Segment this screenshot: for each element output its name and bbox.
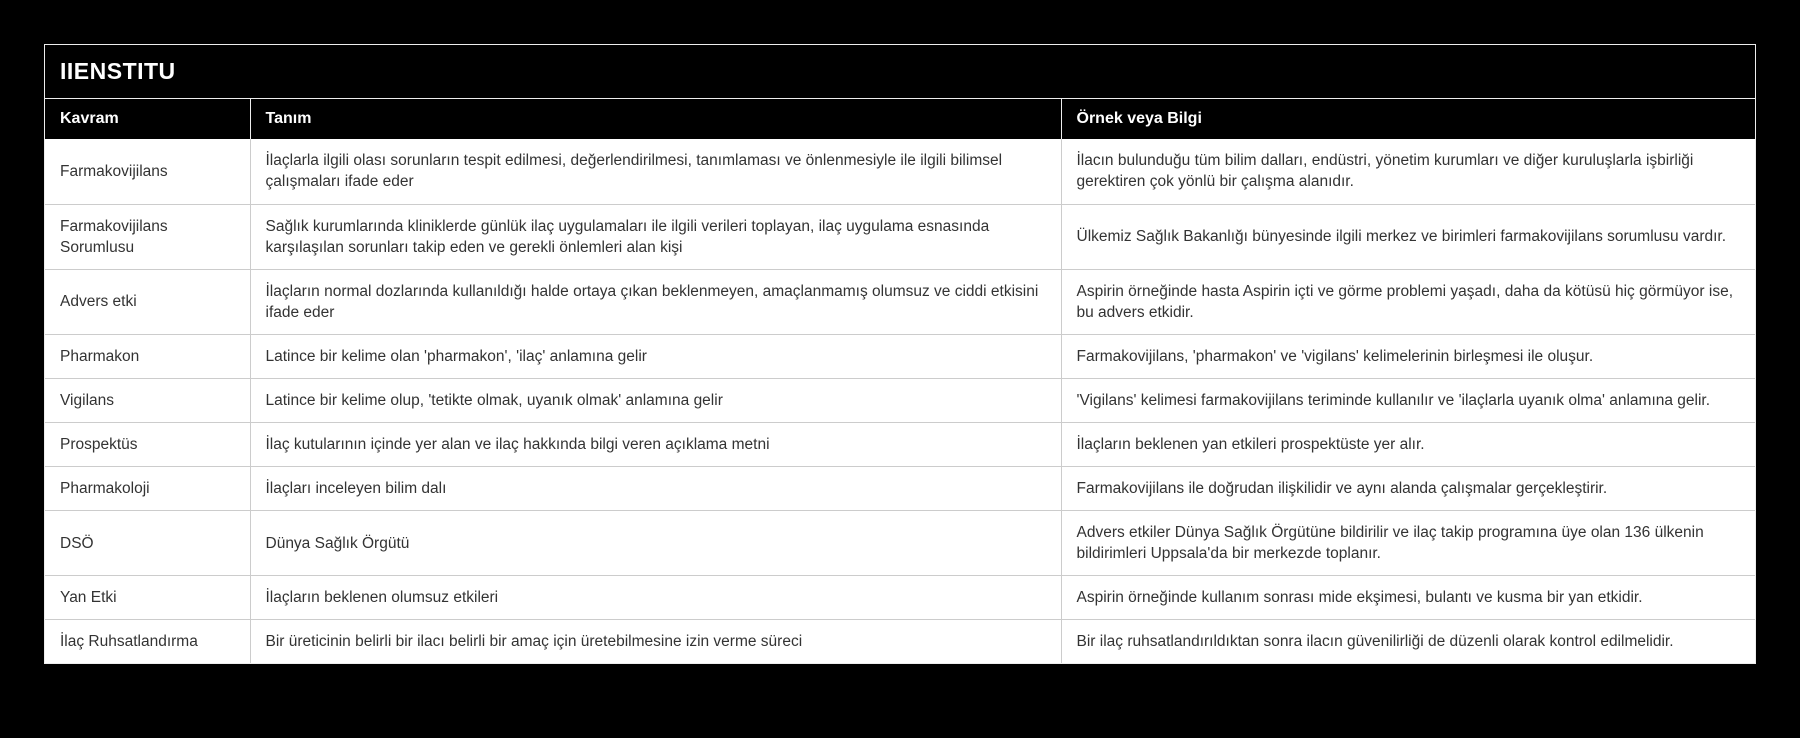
table-row bbox=[45, 334, 1755, 378]
table-body bbox=[45, 139, 1755, 663]
cell-tanim: İlaçlarla ilgili olası sorunların tespit edilmesi, değerlendirilmesi, tanımlaması ve önlenmesiyle ile ilgili bilimsel çalışmaları ifade eder bbox=[250, 139, 1061, 204]
cell-ornek: Advers etkiler Dünya Sağlık Örgütüne bildirilir ve ilaç takip programına üye olan 136 ülkenin bildirimleri Uppsala'da bir merkezde toplanır. bbox=[1061, 511, 1755, 576]
cell-tanim: İlaçların beklenen olumsuz etkileri bbox=[250, 576, 1061, 620]
table-row bbox=[45, 269, 1755, 334]
table-title-bar bbox=[45, 45, 1755, 98]
column-header-tanim: Tanım bbox=[250, 98, 1061, 139]
cell-tanim: Bir üreticinin belirli bir ilacı belirli bir amaç için üretebilmesine izin verme süreci bbox=[250, 620, 1061, 664]
cell-ornek: İlacın bulunduğu tüm bilim dalları, endüstri, yönetim kurumları ve diğer kuruluşlarla işbirliği gerektiren çok yönlü bir çalışma alanıdır. bbox=[1061, 139, 1755, 204]
page-title: IIENSTITU bbox=[60, 58, 176, 84]
cell-tanim: İlaçların normal dozlarında kullanıldığı halde ortaya çıkan beklenmeyen, amaçlanmamış olumsuz ve ciddi etkisini ifade eder bbox=[250, 269, 1061, 334]
cell-ornek: Farmakovijilans ile doğrudan ilişkilidir ve aynı alanda çalışmalar gerçekleştirir. bbox=[1061, 467, 1755, 511]
cell-kavram: DSÖ bbox=[45, 511, 250, 576]
column-header-ornek: Örnek veya Bilgi bbox=[1061, 98, 1755, 139]
cell-ornek: İlaçların beklenen yan etkileri prospektüste yer alır. bbox=[1061, 423, 1755, 467]
cell-ornek: Aspirin örneğinde kullanım sonrası mide ekşimesi, bulantı ve kusma bir yan etkidir. bbox=[1061, 576, 1755, 620]
cell-kavram: Pharmakon bbox=[45, 334, 250, 378]
cell-tanim: Latince bir kelime olup, 'tetikte olmak, uyanık olmak' anlamına gelir bbox=[250, 378, 1061, 422]
table-row bbox=[45, 620, 1755, 664]
cell-tanim: İlaç kutularının içinde yer alan ve ilaç hakkında bilgi veren açıklama metni bbox=[250, 423, 1061, 467]
cell-kavram: Prospektüs bbox=[45, 423, 250, 467]
cell-kavram: Farmakovijilans bbox=[45, 139, 250, 204]
table-row bbox=[45, 423, 1755, 467]
column-header-kavram: Kavram bbox=[45, 98, 250, 139]
concepts-table bbox=[45, 98, 1755, 664]
table-header bbox=[45, 98, 1755, 139]
cell-tanim: İlaçları inceleyen bilim dalı bbox=[250, 467, 1061, 511]
cell-ornek: Ülkemiz Sağlık Bakanlığı bünyesinde ilgili merkez ve birimleri farmakovijilans sorumlusu vardır. bbox=[1061, 204, 1755, 269]
cell-kavram: Yan Etki bbox=[45, 576, 250, 620]
cell-tanim: Dünya Sağlık Örgütü bbox=[250, 511, 1061, 576]
cell-tanim: Latince bir kelime olan 'pharmakon', 'ilaç' anlamına gelir bbox=[250, 334, 1061, 378]
table-row bbox=[45, 139, 1755, 204]
cell-ornek: Farmakovijilans, 'pharmakon' ve 'vigilans' kelimelerinin birleşmesi ile oluşur. bbox=[1061, 334, 1755, 378]
cell-kavram: Advers etki bbox=[45, 269, 250, 334]
table-row bbox=[45, 467, 1755, 511]
table-row bbox=[45, 576, 1755, 620]
cell-ornek: Aspirin örneğinde hasta Aspirin içti ve görme problemi yaşadı, daha da kötüsü hiç görmüyor ise, bu advers etkidir. bbox=[1061, 269, 1755, 334]
table-row bbox=[45, 511, 1755, 576]
cell-kavram: Farmakovijilans Sorumlusu bbox=[45, 204, 250, 269]
cell-kavram: Vigilans bbox=[45, 378, 250, 422]
header-row bbox=[45, 98, 1755, 139]
cell-kavram: İlaç Ruhsatlandırma bbox=[45, 620, 250, 664]
cell-ornek: 'Vigilans' kelimesi farmakovijilans teriminde kullanılır ve 'ilaçlarla uyanık olma' anlamına gelir. bbox=[1061, 378, 1755, 422]
cell-ornek: Bir ilaç ruhsatlandırıldıktan sonra ilacın güvenilirliği de düzenli olarak kontrol edilmelidir. bbox=[1061, 620, 1755, 664]
cell-tanim: Sağlık kurumlarında kliniklerde günlük ilaç uygulamaları ile ilgili verileri toplayan, ilaç uygulama esnasında karşılaşılan sorunları takip eden ve gerekli önlemleri alan kişi bbox=[250, 204, 1061, 269]
table-row bbox=[45, 378, 1755, 422]
cell-kavram: Pharmakoloji bbox=[45, 467, 250, 511]
table-row bbox=[45, 204, 1755, 269]
definitions-table-panel bbox=[44, 44, 1756, 664]
